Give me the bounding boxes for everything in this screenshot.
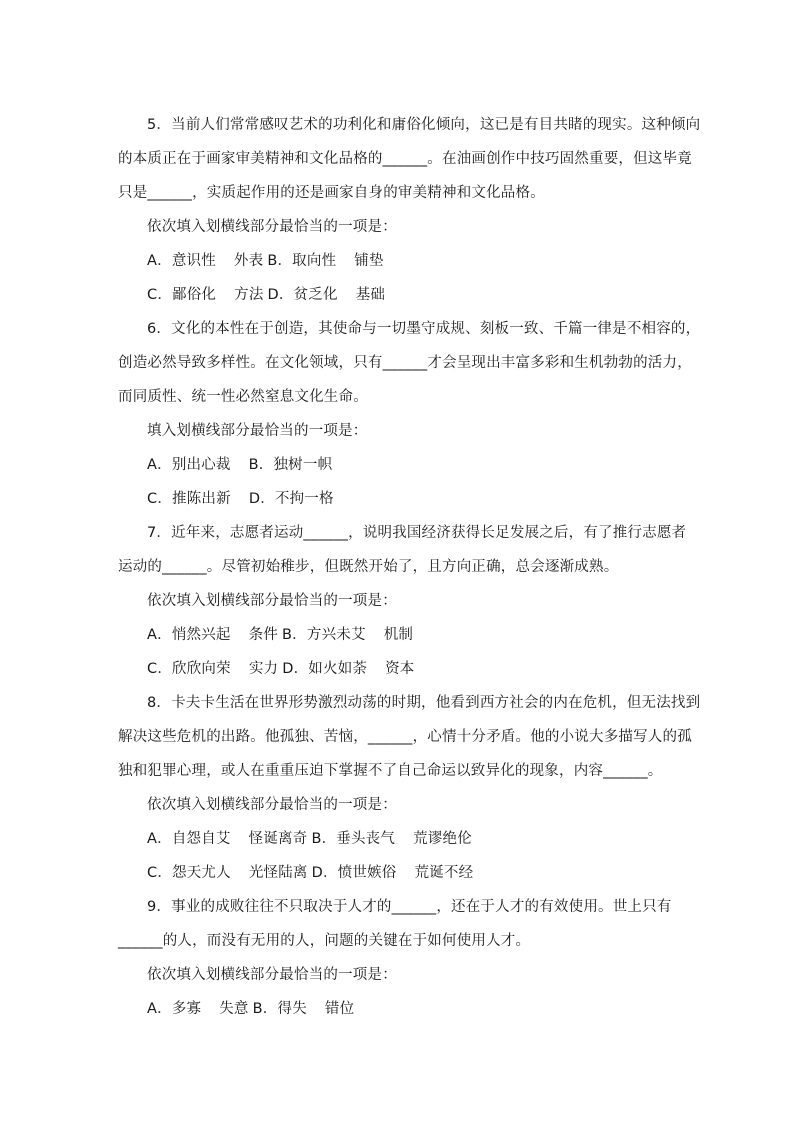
option-label: A．多寡 <box>147 1001 202 1017</box>
question-prompt: 依次填入划横线部分最恰当的一项是： <box>147 967 397 983</box>
question-prompt: 依次填入划横线部分最恰当的一项是： <box>147 219 397 235</box>
question-text-line: 5．当前人们常常感叹艺术的功利化和庸俗化倾向，这已是有目共睹的现实。这种倾向 <box>147 117 701 133</box>
option-label: D．愤世嫉俗 <box>311 865 397 881</box>
question-text-line: 解决这些危机的出路。他孤独、苦恼，______，心情十分矛盾。他的小说大多描写人的孤 <box>118 729 692 745</box>
question-text-line: 运动的______。尽管初始稚步，但既然开始了，且方向正确，总会逐渐成熟。 <box>118 559 619 575</box>
question-text-line: 9．事业的成败往往不只取决于人才的______，还在于人才的有效使用。世上只有 <box>147 899 672 915</box>
option-label: B．垂头丧气 <box>311 831 396 847</box>
option-second-word: 条件 <box>248 627 279 643</box>
question-block <box>118 890 678 1026</box>
option-second-word: 外表 <box>233 253 264 269</box>
question-text-line: ______的人，而没有无用的人，问题的关键在于如何使用人才。 <box>118 933 531 949</box>
option-label: C．怨天尤人 <box>147 865 231 881</box>
option-label: C．鄙俗化 <box>147 287 217 303</box>
option-row <box>118 448 678 482</box>
option-second-word: 铺垫 <box>354 253 384 269</box>
option-row <box>118 992 678 1026</box>
question-list <box>118 108 701 1026</box>
question-text-line: 7．近年来，志愿者运动______，说明我国经济获得长足发展之后，有了推行志愿者 <box>147 525 687 541</box>
option-label: D．贫乏化 <box>267 287 338 303</box>
option-label: C．推陈出新 <box>147 491 231 507</box>
option-label: A．别出心裁 <box>147 457 231 473</box>
question-prompt: 填入划横线部分最恰当的一项是： <box>147 423 368 439</box>
question-text-line: 只是______，实质起作用的还是画家自身的审美精神和文化品格。 <box>118 185 545 201</box>
question-text-line: 的本质正在于画家审美精神和文化品格的______。在油画创作中技巧固然重要，但这毕竟 <box>118 151 692 167</box>
option-label: A．悄然兴起 <box>147 627 231 643</box>
option-row <box>118 244 678 278</box>
question-text-line: 独和犯罪心理，或人在重重压迫下掌握不了自己命运以致异化的现象，内容______。 <box>118 763 663 779</box>
option-label: D．如火如荼 <box>282 661 368 677</box>
option-second-word: 方法 <box>234 287 264 303</box>
question-block <box>118 516 687 686</box>
option-second-word: 资本 <box>385 661 415 677</box>
option-row <box>118 482 678 516</box>
option-second-word: 荒谬绝伦 <box>413 831 472 847</box>
option-row <box>118 856 678 890</box>
question-text-line: 而同质性、统一性必然窒息文化生命。 <box>118 389 368 405</box>
option-second-word: 光怪陆离 <box>248 865 308 881</box>
question-text-line: 8．卡夫卡生活在世界形势激烈动荡的时期，他看到西方社会的内在危机，但无法找到 <box>147 695 701 711</box>
option-second-word: 失意 <box>219 1001 249 1017</box>
option-second-word: 荒诞不经 <box>414 865 474 881</box>
option-label: B．取向性 <box>267 253 337 269</box>
question-prompt: 依次填入划横线部分最恰当的一项是： <box>147 797 397 813</box>
option-second-word: 实力 <box>248 661 279 677</box>
option-label: A．自怨自艾 <box>147 831 231 847</box>
option-label: A．意识性 <box>147 253 216 269</box>
option-label: B．方兴未艾 <box>282 627 366 643</box>
option-label: D．不拘一格 <box>248 491 334 507</box>
option-row <box>118 652 678 686</box>
option-row <box>118 618 678 652</box>
option-row <box>118 822 678 856</box>
option-second-word: 基础 <box>355 287 386 303</box>
question-block <box>118 686 701 890</box>
option-label: C．欣欣向荣 <box>147 661 231 677</box>
question-block <box>118 108 701 312</box>
option-second-word: 机制 <box>383 627 414 643</box>
question-text-line: 6．文化的本性在于创造，其使命与一切墨守成规、刻板一致、千篇一律是不相容的， <box>147 321 701 337</box>
question-block <box>118 312 701 516</box>
option-second-word: 错位 <box>324 1001 355 1017</box>
option-label: B．独树一帜 <box>248 457 333 473</box>
question-prompt: 依次填入划横线部分最恰当的一项是： <box>147 593 397 609</box>
option-row <box>118 278 678 312</box>
question-text-line: 创造必然导致多样性。在文化领域，只有______才会呈现出丰富多彩和生机勃勃的活力， <box>118 355 692 371</box>
option-second-word: 怪诞离奇 <box>248 831 308 847</box>
option-label: B．得失 <box>252 1001 307 1017</box>
